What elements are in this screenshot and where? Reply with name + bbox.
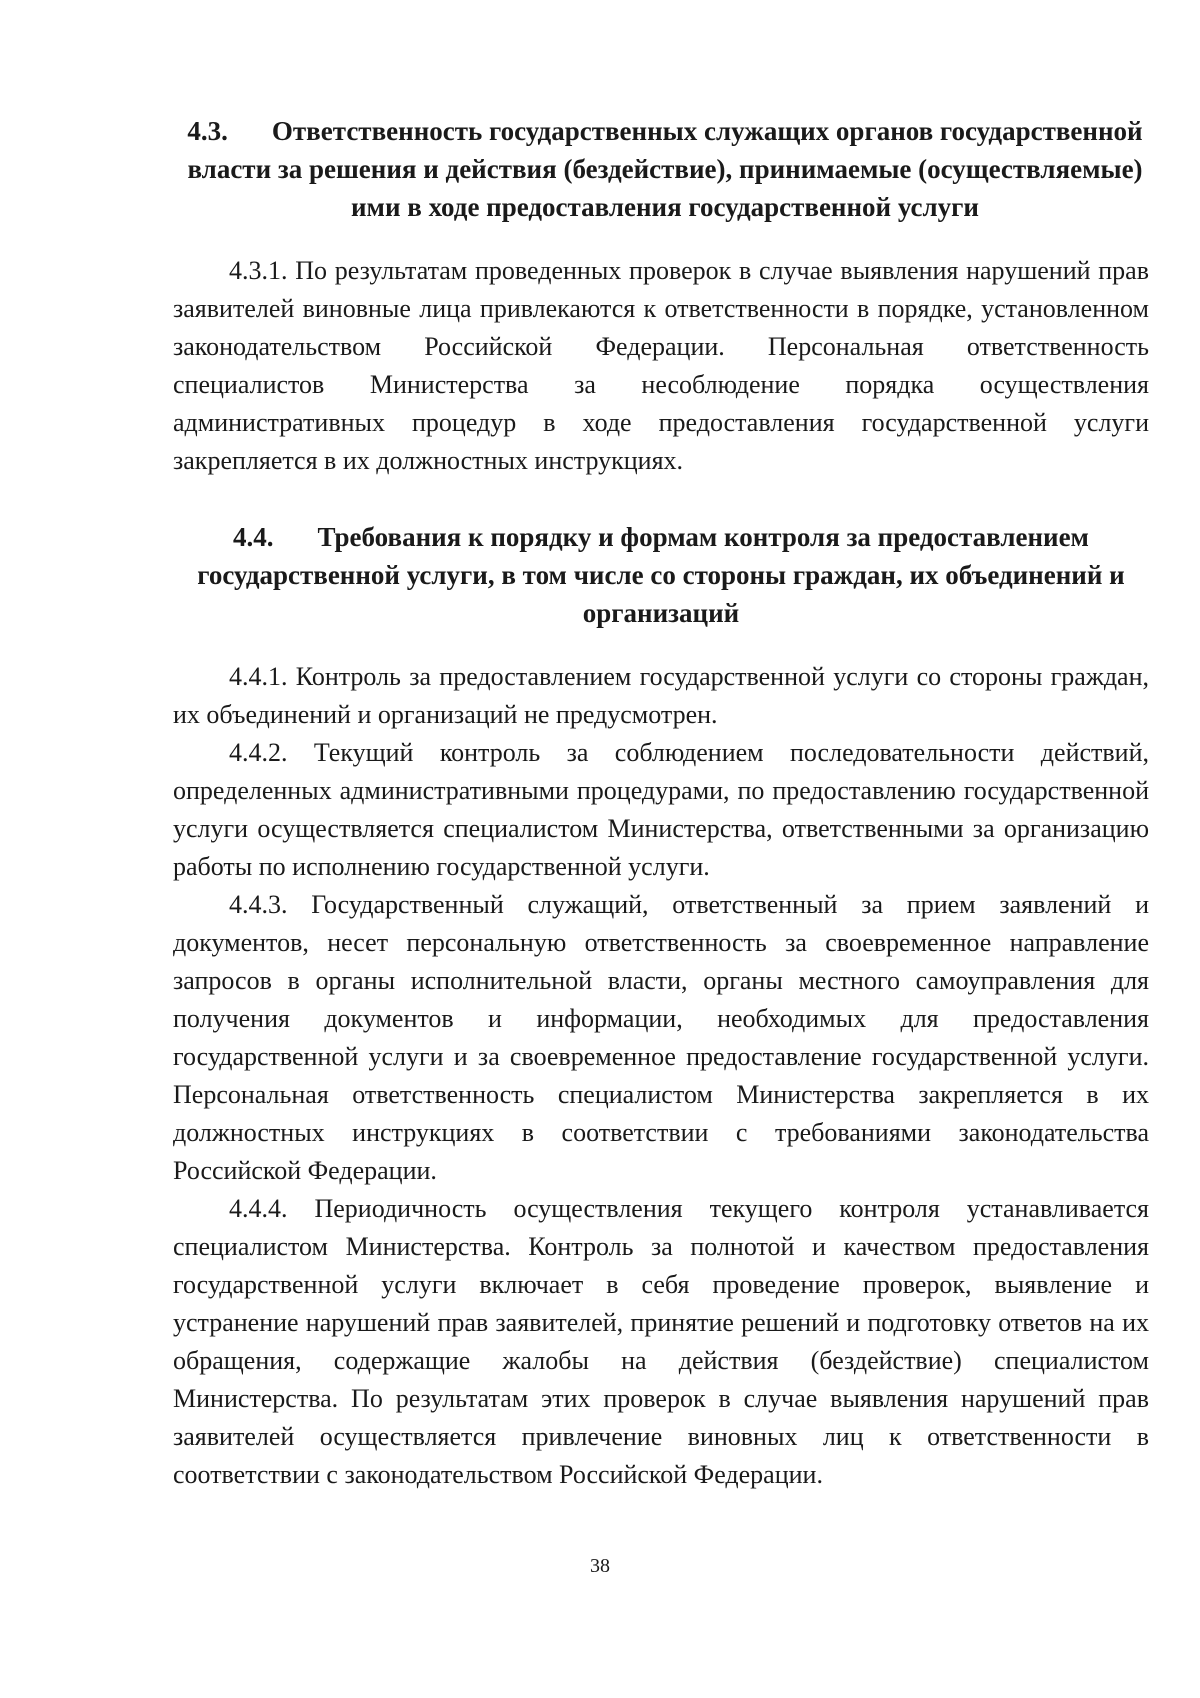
section-title: Ответственность государственных служащих органов государственной власти за решения и действия (бездействие), принимаемые (осуществляемые) ими в ходе предоставления государственной услуги	[187, 116, 1143, 222]
paragraph-4-3-1: 4.3.1. По результатам проведенных проверок в случае выявления нарушений прав заявителей виновные лица привлекаются к ответственности в порядке, установленном законодательством Российской Федерации. Персональная ответственность специалистов Министерства за несоблюдение порядка осуществления административных процедур в ходе предоставления государственной услуги закрепляется в их должностных инструкциях.	[173, 256, 1149, 475]
section-number: 4.4.	[233, 522, 274, 552]
section-heading-4-4	[173, 518, 1149, 632]
paragraph-4-4-2: 4.4.2. Текущий контроль за соблюдением последовательности действий, определенных административными процедурами, по предоставлению государственной услуги осуществляется специалистом Министерства, ответственными за организацию работы по исполнению государственной услуги.	[173, 738, 1149, 881]
section-title: Требования к порядку и формам контроля за предоставлением государственной услуги, в том числе со стороны граждан, их объединений и организаций	[197, 522, 1125, 628]
paragraph-4-4-1: 4.4.1. Контроль за предоставлением государственной услуги со стороны граждан, их объединений и организаций не предусмотрен.	[173, 662, 1149, 729]
section-4-4-body	[173, 658, 1149, 1494]
paragraph-4-4-3: 4.4.3. Государственный служащий, ответственный за прием заявлений и документов, несет персональную ответственность за своевременное направление запросов в органы исполнительной власти, органы местного самоуправления для получения документов и информации, необходимых для предоставления государственной услуги и за своевременное предоставление государственной услуги. Персональная ответственность специалистом Министерства закрепляется в их должностных инструкциях в соответствии с требованиями законодательства Российской Федерации.	[173, 890, 1149, 1185]
page-number: 38	[590, 1555, 610, 1577]
document-page	[173, 112, 1149, 1494]
section-heading-4-3	[173, 112, 1149, 226]
section-number: 4.3.	[187, 116, 228, 146]
paragraph-4-4-4: 4.4.4. Периодичность осуществления текущего контроля устанавливается специалистом Министерства. Контроль за полнотой и качеством предоставления государственной услуги включает в себя проведение проверок, выявление и устранение нарушений прав заявителей, принятие решений и подготовку ответов на их обращения, содержащие жалобы на действия (бездействие) специалистом Министерства. По результатам этих проверок в случае выявления нарушений прав заявителей осуществляется привлечение виновных лиц к ответственности в соответствии с законодательством Российской Федерации.	[173, 1194, 1149, 1489]
